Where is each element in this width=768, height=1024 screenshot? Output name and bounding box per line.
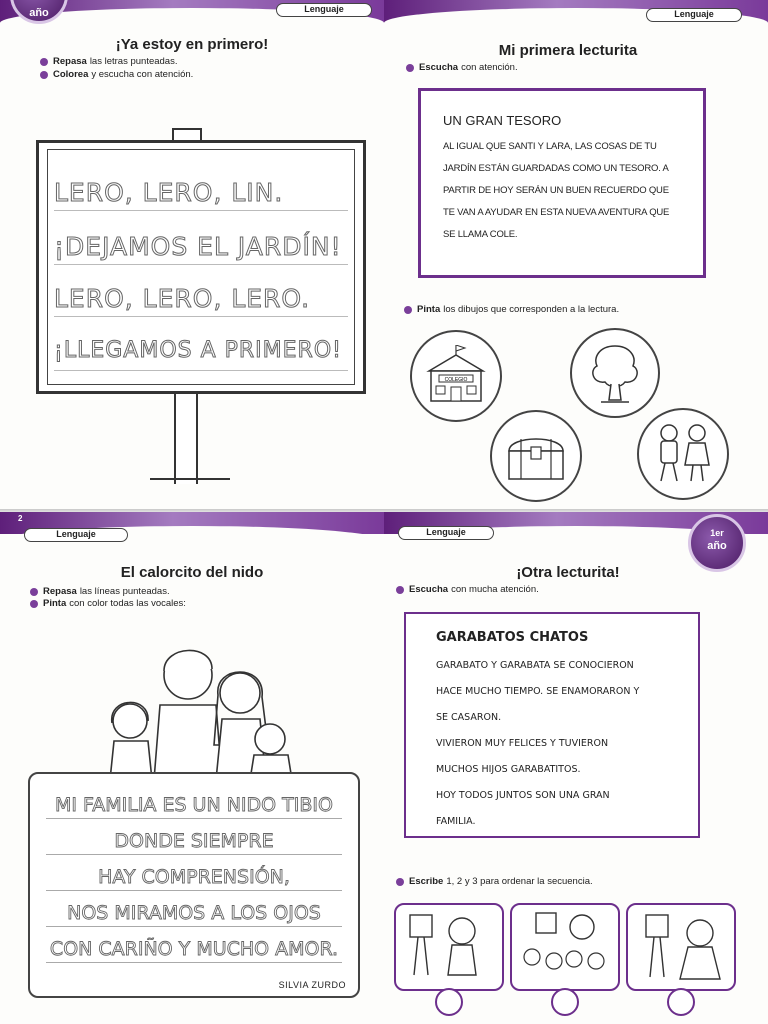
instruction-listen: Escucha con atención. (406, 62, 518, 73)
reading-box (404, 612, 700, 838)
bullet-icon (40, 58, 48, 66)
signboard (36, 140, 366, 394)
sequence-picture-1 (394, 903, 504, 991)
page-ya-estoy-en-primero (0, 0, 384, 512)
tracing-line-2[interactable]: ¡DEJAMOS EL JARDÍN! (54, 232, 342, 261)
page-title: Mi primera lecturita (498, 42, 638, 59)
reading-line: MUCHOS HIJOS GARABATITOS. (436, 764, 581, 775)
grade-label: año (29, 7, 49, 19)
reading-line: SE CASARON. (436, 712, 502, 723)
bullet-icon (406, 64, 414, 72)
poem-line-4[interactable]: NOS MIRAMOS A LOS OJOS (67, 902, 321, 924)
subject-tab: Lenguaje (24, 528, 128, 542)
reading-line: AL IGUAL QUE SANTI Y LARA, LAS COSAS DE TU (443, 141, 657, 152)
treasure-chest-icon (501, 429, 571, 483)
bullet-icon (404, 306, 412, 314)
bullet-icon (396, 878, 404, 886)
reading-box (418, 88, 706, 278)
grade-label: año (707, 540, 727, 552)
instruction-write: Escribe 1, 2 y 3 para ordenar la secuencia. (396, 876, 593, 887)
poem-line-3[interactable]: HAY COMPRENSIÓN, (98, 866, 290, 888)
instruction-paint: Pinta los dibujos que corresponden a la lectura. (404, 304, 619, 315)
garabatos-couple-icon (396, 905, 502, 989)
treasure-chest-drawing[interactable] (490, 410, 582, 502)
reading-line: TE VAN A AYUDAR EN ESTA NUEVA AVENTURA QUE (443, 207, 670, 218)
tracing-line-4[interactable]: ¡LLEGAMOS A PRIMERO! (54, 338, 342, 363)
reading-line: FAMILIA. (436, 816, 476, 827)
tree-drawing[interactable] (570, 328, 660, 418)
instruction-1: Repasa las letras punteadas. (40, 56, 177, 67)
subject-tab: Lenguaje (398, 526, 494, 540)
poem-line-1[interactable]: MI FAMILIA ES UN NIDO TIBIO (55, 794, 333, 816)
children-drawing[interactable] (637, 408, 729, 500)
sequence-number-circle-3[interactable] (667, 988, 695, 1016)
page-title: ¡Ya estoy en primero! (115, 36, 269, 53)
school-icon (421, 345, 491, 407)
instruction-1: Repasa las líneas punteadas. (30, 586, 170, 597)
subject-tab: Lenguaje (276, 3, 372, 17)
bullet-icon (30, 588, 38, 596)
instruction-2: Pinta con color todas las vocales: (30, 598, 186, 609)
sequence-number-circle-1[interactable] (435, 988, 463, 1016)
bullet-icon (30, 600, 38, 608)
school-sign-text: COLEGIO (444, 377, 468, 383)
reading-title: UN GRAN TESORO (443, 113, 562, 128)
garabatos-family-icon (512, 905, 618, 989)
sequence-picture-3 (626, 903, 736, 991)
reading-line: JARDÍN ESTÁN GUARDADAS COMO UN TESORO. A (443, 163, 669, 174)
reading-title: GARABATOS CHATOS (436, 630, 589, 645)
subject-tab: Lenguaje (646, 8, 742, 22)
tracing-line-3[interactable]: LERO, LERO, LERO. (54, 284, 311, 313)
tracing-line-1[interactable]: LERO, LERO, LIN. (54, 178, 284, 207)
reading-line: HACE MUCHO TIEMPO. SE ENAMORARON Y (436, 686, 640, 697)
tree-icon (585, 340, 645, 406)
reading-line: PARTIR DE HOY SERÁN UN BUEN RECUERDO QUE (443, 185, 669, 196)
family-drawing[interactable] (90, 635, 320, 780)
school-drawing[interactable] (410, 330, 502, 422)
instruction-listen: Escucha con mucha atención. (396, 584, 539, 595)
sequence-number-circle-2[interactable] (551, 988, 579, 1016)
bullet-icon (40, 71, 48, 79)
poem-scroll (28, 772, 360, 998)
page-number: 2 (18, 514, 23, 523)
bullet-icon (396, 586, 404, 594)
poem-author: SILVIA ZURDO (278, 980, 346, 990)
poem-line-2[interactable]: DONDE SIEMPRE (114, 830, 274, 852)
grass-line (150, 478, 230, 488)
sequence-picture-2 (510, 903, 620, 991)
sign-post (174, 394, 198, 484)
reading-line: SE LLAMA COLE. (443, 229, 518, 240)
grade-number: 1er (710, 528, 724, 538)
instruction-2: Colorea y escucha con atención. (40, 69, 193, 80)
reading-line: GARABATO Y GARABATA SE CONOCIERON (436, 660, 634, 671)
poem-line-5[interactable]: CON CARIÑO Y MUCHO AMOR. (49, 938, 339, 960)
garabatos-wedding-icon (628, 905, 734, 989)
reading-line: HOY TODOS JUNTOS SON UNA GRAN (436, 790, 610, 801)
reading-line: VIVIERON MUY FELICES Y TUVIERON (436, 738, 609, 749)
page-title: El calorcito del nido (120, 564, 264, 581)
children-icon (647, 419, 719, 489)
page-title: ¡Otra lecturita! (516, 564, 620, 581)
